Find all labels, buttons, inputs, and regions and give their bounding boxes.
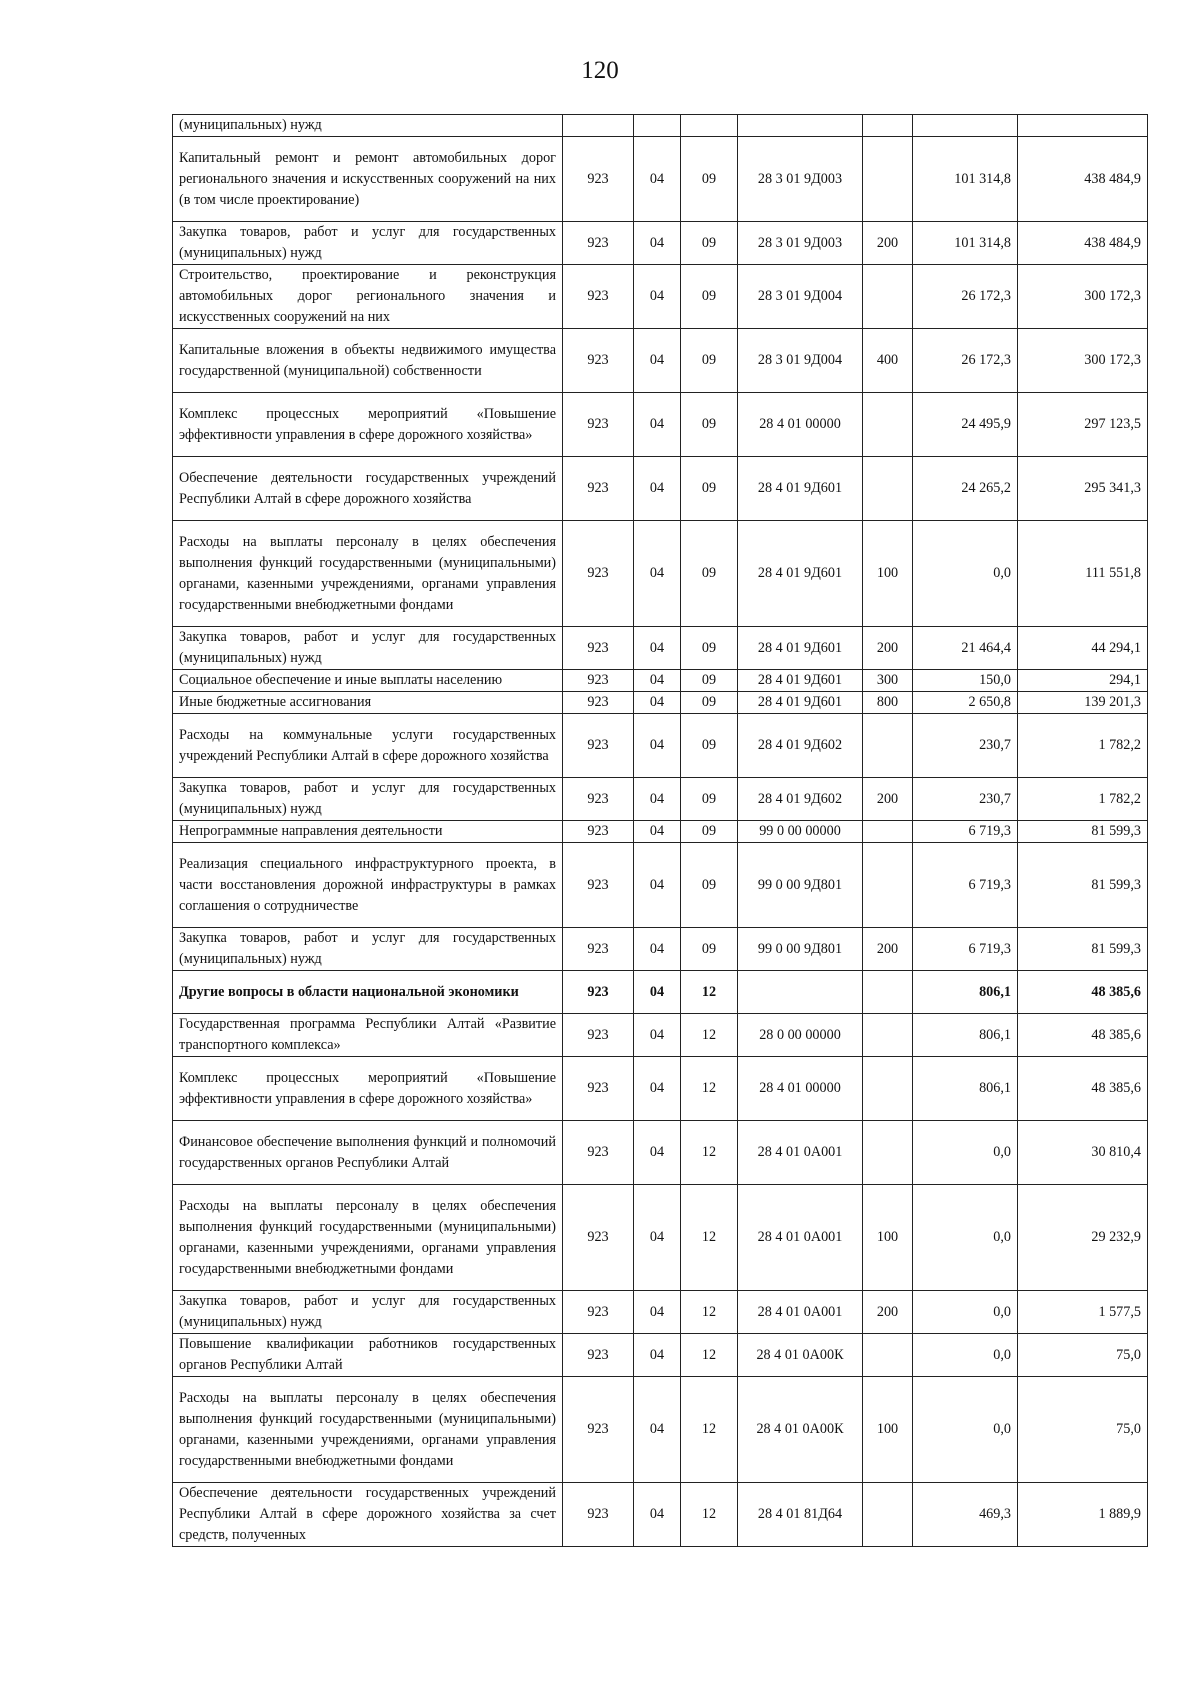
expense-type-cell: 100 — [863, 1377, 913, 1483]
section-code-cell: 04 — [634, 521, 681, 627]
expense-name-cell: Иные бюджетные ассигнования — [173, 692, 563, 714]
amount-cell-2: 30 810,4 — [1018, 1121, 1148, 1185]
table-row — [173, 670, 1148, 692]
expense-name-cell: Расходы на выплаты персоналу в целях обеспечения выполнения функций государственными (муниципальными) органами, казенными учреждениями, органами управления государственными внебюджетными фондами — [173, 1185, 563, 1291]
target-article-cell: 28 4 01 9Д601 — [738, 692, 863, 714]
subsection-code-cell: 12 — [681, 1121, 738, 1185]
expense-type-cell — [863, 971, 913, 1014]
expense-type-cell — [863, 1483, 913, 1547]
amount-cell-2: 48 385,6 — [1018, 1014, 1148, 1057]
amount-cell-2: 295 341,3 — [1018, 457, 1148, 521]
expense-name-cell: Закупка товаров, работ и услуг для государственных (муниципальных) нужд — [173, 627, 563, 670]
table-row — [173, 222, 1148, 265]
amount-cell-2: 81 599,3 — [1018, 843, 1148, 928]
ministry-code-cell: 923 — [563, 1057, 634, 1121]
subsection-code-cell — [681, 115, 738, 137]
expense-name-cell: (муниципальных) нужд — [173, 115, 563, 137]
subsection-code-cell: 12 — [681, 971, 738, 1014]
section-code-cell: 04 — [634, 1334, 681, 1377]
amount-cell-1: 101 314,8 — [913, 137, 1018, 222]
ministry-code-cell: 923 — [563, 1483, 634, 1547]
expense-name-cell: Капитальный ремонт и ремонт автомобильных дорог регионального значения и искусственных сооружений на них (в том числе проектирование) — [173, 137, 563, 222]
table-body — [173, 115, 1148, 1547]
section-code-cell: 04 — [634, 627, 681, 670]
amount-cell-2: 1 577,5 — [1018, 1291, 1148, 1334]
subsection-code-cell: 09 — [681, 265, 738, 329]
ministry-code-cell: 923 — [563, 1334, 634, 1377]
expense-name-cell: Капитальные вложения в объекты недвижимого имущества государственной (муниципальной) собственности — [173, 329, 563, 393]
expense-type-cell: 200 — [863, 627, 913, 670]
expense-type-cell — [863, 843, 913, 928]
expense-name-cell: Строительство, проектирование и реконструкция автомобильных дорог регионального значения и искусственных сооружений на них — [173, 265, 563, 329]
amount-cell-2: 44 294,1 — [1018, 627, 1148, 670]
subsection-code-cell: 09 — [681, 521, 738, 627]
subsection-code-cell: 09 — [681, 329, 738, 393]
amount-cell-2: 48 385,6 — [1018, 971, 1148, 1014]
target-article-cell: 28 4 01 9Д601 — [738, 521, 863, 627]
amount-cell-1: 6 719,3 — [913, 821, 1018, 843]
subsection-code-cell: 12 — [681, 1377, 738, 1483]
ministry-code-cell: 923 — [563, 137, 634, 222]
ministry-code-cell: 923 — [563, 778, 634, 821]
target-article-cell: 28 4 01 0А001 — [738, 1121, 863, 1185]
subsection-code-cell: 09 — [681, 714, 738, 778]
ministry-code-cell: 923 — [563, 329, 634, 393]
amount-cell-1: 469,3 — [913, 1483, 1018, 1547]
amount-cell-2: 300 172,3 — [1018, 329, 1148, 393]
ministry-code-cell: 923 — [563, 1377, 634, 1483]
section-code-cell: 04 — [634, 1483, 681, 1547]
target-article-cell: 28 4 01 9Д601 — [738, 670, 863, 692]
target-article-cell: 28 3 01 9Д003 — [738, 137, 863, 222]
ministry-code-cell: 923 — [563, 821, 634, 843]
amount-cell-2: 81 599,3 — [1018, 821, 1148, 843]
section-code-cell: 04 — [634, 457, 681, 521]
target-article-cell: 99 0 00 9Д801 — [738, 843, 863, 928]
ministry-code-cell: 923 — [563, 1014, 634, 1057]
target-article-cell: 99 0 00 9Д801 — [738, 928, 863, 971]
section-code-cell: 04 — [634, 670, 681, 692]
ministry-code-cell: 923 — [563, 1291, 634, 1334]
amount-cell-1: 0,0 — [913, 1377, 1018, 1483]
expense-name-cell: Государственная программа Республики Алтай «Развитие транспортного комплекса» — [173, 1014, 563, 1057]
table-row — [173, 521, 1148, 627]
subsection-code-cell: 09 — [681, 821, 738, 843]
ministry-code-cell: 923 — [563, 627, 634, 670]
table-row — [173, 778, 1148, 821]
amount-cell-2: 75,0 — [1018, 1334, 1148, 1377]
budget-table — [172, 114, 1148, 1547]
expense-name-cell: Обеспечение деятельности государственных учреждений Республики Алтай в сфере дорожного хозяйства — [173, 457, 563, 521]
amount-cell-1 — [913, 115, 1018, 137]
table-row — [173, 1291, 1148, 1334]
ministry-code-cell: 923 — [563, 457, 634, 521]
target-article-cell: 28 4 01 9Д601 — [738, 627, 863, 670]
expense-type-cell — [863, 137, 913, 222]
ministry-code-cell: 923 — [563, 971, 634, 1014]
amount-cell-2: 1 782,2 — [1018, 778, 1148, 821]
table-row — [173, 1057, 1148, 1121]
amount-cell-2 — [1018, 115, 1148, 137]
subsection-code-cell: 12 — [681, 1014, 738, 1057]
section-code-cell: 04 — [634, 137, 681, 222]
section-code-cell: 04 — [634, 971, 681, 1014]
table-row — [173, 1121, 1148, 1185]
section-code-cell: 04 — [634, 222, 681, 265]
target-article-cell: 28 4 01 00000 — [738, 393, 863, 457]
amount-cell-1: 0,0 — [913, 1291, 1018, 1334]
section-code-cell: 04 — [634, 329, 681, 393]
amount-cell-1: 806,1 — [913, 1014, 1018, 1057]
section-code-cell: 04 — [634, 1014, 681, 1057]
section-code-cell: 04 — [634, 692, 681, 714]
subsection-code-cell: 12 — [681, 1185, 738, 1291]
table-row — [173, 714, 1148, 778]
amount-cell-2: 111 551,8 — [1018, 521, 1148, 627]
section-code-cell: 04 — [634, 1377, 681, 1483]
section-code-cell: 04 — [634, 843, 681, 928]
target-article-cell: 28 4 01 81Д64 — [738, 1483, 863, 1547]
amount-cell-1: 0,0 — [913, 1185, 1018, 1291]
table-row — [173, 843, 1148, 928]
table-row — [173, 971, 1148, 1014]
amount-cell-2: 81 599,3 — [1018, 928, 1148, 971]
table-row — [173, 1185, 1148, 1291]
expense-name-cell: Закупка товаров, работ и услуг для государственных (муниципальных) нужд — [173, 778, 563, 821]
amount-cell-2: 29 232,9 — [1018, 1185, 1148, 1291]
amount-cell-1: 6 719,3 — [913, 928, 1018, 971]
target-article-cell: 28 4 01 0А00К — [738, 1334, 863, 1377]
ministry-code-cell — [563, 115, 634, 137]
target-article-cell: 99 0 00 00000 — [738, 821, 863, 843]
amount-cell-1: 230,7 — [913, 778, 1018, 821]
section-code-cell: 04 — [634, 1291, 681, 1334]
table-row — [173, 928, 1148, 971]
ministry-code-cell: 923 — [563, 393, 634, 457]
amount-cell-1: 2 650,8 — [913, 692, 1018, 714]
target-article-cell — [738, 115, 863, 137]
amount-cell-2: 300 172,3 — [1018, 265, 1148, 329]
table-row — [173, 1483, 1148, 1547]
subsection-code-cell: 09 — [681, 137, 738, 222]
section-code-cell: 04 — [634, 928, 681, 971]
table-row — [173, 137, 1148, 222]
section-code-cell: 04 — [634, 1057, 681, 1121]
amount-cell-2: 75,0 — [1018, 1377, 1148, 1483]
amount-cell-1: 101 314,8 — [913, 222, 1018, 265]
expense-name-cell: Комплекс процессных мероприятий «Повышение эффективности управления в сфере дорожного хозяйства» — [173, 1057, 563, 1121]
expense-name-cell: Закупка товаров, работ и услуг для государственных (муниципальных) нужд — [173, 1291, 563, 1334]
subsection-code-cell: 12 — [681, 1483, 738, 1547]
expense-name-cell: Финансовое обеспечение выполнения функций и полномочий государственных органов Республики Алтай — [173, 1121, 563, 1185]
amount-cell-1: 6 719,3 — [913, 843, 1018, 928]
expense-type-cell — [863, 1057, 913, 1121]
expense-name-cell: Расходы на выплаты персоналу в целях обеспечения выполнения функций государственными (муниципальными) органами, казенными учреждениями, органами управления государственными внебюджетными фондами — [173, 521, 563, 627]
expense-name-cell: Другие вопросы в области национальной экономики — [173, 971, 563, 1014]
amount-cell-2: 48 385,6 — [1018, 1057, 1148, 1121]
table-row — [173, 1014, 1148, 1057]
expense-type-cell: 200 — [863, 928, 913, 971]
expense-name-cell: Повышение квалификации работников государственных органов Республики Алтай — [173, 1334, 563, 1377]
amount-cell-2: 1 889,9 — [1018, 1483, 1148, 1547]
page-number: 120 — [581, 57, 619, 84]
table-row — [173, 393, 1148, 457]
section-code-cell: 04 — [634, 778, 681, 821]
target-article-cell: 28 3 01 9Д003 — [738, 222, 863, 265]
ministry-code-cell: 923 — [563, 670, 634, 692]
table-row — [173, 115, 1148, 137]
section-code-cell: 04 — [634, 821, 681, 843]
subsection-code-cell: 09 — [681, 928, 738, 971]
amount-cell-2: 139 201,3 — [1018, 692, 1148, 714]
expense-name-cell: Обеспечение деятельности государственных учреждений Республики Алтай в сфере дорожного хозяйства за счет средств, полученных — [173, 1483, 563, 1547]
target-article-cell: 28 4 01 9Д602 — [738, 778, 863, 821]
amount-cell-1: 0,0 — [913, 521, 1018, 627]
amount-cell-2: 294,1 — [1018, 670, 1148, 692]
target-article-cell: 28 4 01 0А001 — [738, 1185, 863, 1291]
amount-cell-1: 24 495,9 — [913, 393, 1018, 457]
amount-cell-2: 1 782,2 — [1018, 714, 1148, 778]
subsection-code-cell: 09 — [681, 778, 738, 821]
subsection-code-cell: 09 — [681, 457, 738, 521]
target-article-cell — [738, 971, 863, 1014]
section-code-cell: 04 — [634, 714, 681, 778]
amount-cell-1: 806,1 — [913, 971, 1018, 1014]
expense-type-cell: 800 — [863, 692, 913, 714]
expense-type-cell: 200 — [863, 778, 913, 821]
target-article-cell: 28 3 01 9Д004 — [738, 265, 863, 329]
table-row — [173, 821, 1148, 843]
amount-cell-1: 230,7 — [913, 714, 1018, 778]
section-code-cell: 04 — [634, 1185, 681, 1291]
amount-cell-1: 26 172,3 — [913, 265, 1018, 329]
section-code-cell — [634, 115, 681, 137]
subsection-code-cell: 12 — [681, 1291, 738, 1334]
subsection-code-cell: 12 — [681, 1334, 738, 1377]
expense-name-cell: Непрограммные направления деятельности — [173, 821, 563, 843]
expense-name-cell: Закупка товаров, работ и услуг для государственных (муниципальных) нужд — [173, 222, 563, 265]
ministry-code-cell: 923 — [563, 521, 634, 627]
subsection-code-cell: 09 — [681, 393, 738, 457]
expense-type-cell: 400 — [863, 329, 913, 393]
subsection-code-cell: 09 — [681, 843, 738, 928]
expense-type-cell — [863, 821, 913, 843]
expense-type-cell: 100 — [863, 1185, 913, 1291]
ministry-code-cell: 923 — [563, 928, 634, 971]
ministry-code-cell: 923 — [563, 1185, 634, 1291]
amount-cell-1: 0,0 — [913, 1121, 1018, 1185]
target-article-cell: 28 4 01 0А00К — [738, 1377, 863, 1483]
amount-cell-1: 150,0 — [913, 670, 1018, 692]
ministry-code-cell: 923 — [563, 265, 634, 329]
ministry-code-cell: 923 — [563, 714, 634, 778]
table-row — [173, 329, 1148, 393]
expense-type-cell — [863, 1121, 913, 1185]
amount-cell-1: 806,1 — [913, 1057, 1018, 1121]
amount-cell-1: 21 464,4 — [913, 627, 1018, 670]
ministry-code-cell: 923 — [563, 843, 634, 928]
expense-type-cell — [863, 457, 913, 521]
subsection-code-cell: 12 — [681, 1057, 738, 1121]
expense-type-cell: 300 — [863, 670, 913, 692]
expense-type-cell: 200 — [863, 1291, 913, 1334]
table-row — [173, 627, 1148, 670]
expense-type-cell — [863, 265, 913, 329]
expense-type-cell — [863, 714, 913, 778]
table-row — [173, 1334, 1148, 1377]
ministry-code-cell: 923 — [563, 222, 634, 265]
expense-name-cell: Реализация специального инфраструктурного проекта, в части восстановления дорожной инфраструктуры в рамках соглашения о сотрудничестве — [173, 843, 563, 928]
amount-cell-1: 24 265,2 — [913, 457, 1018, 521]
target-article-cell: 28 4 01 0А001 — [738, 1291, 863, 1334]
expense-type-cell: 100 — [863, 521, 913, 627]
target-article-cell: 28 0 00 00000 — [738, 1014, 863, 1057]
section-code-cell: 04 — [634, 265, 681, 329]
subsection-code-cell: 09 — [681, 222, 738, 265]
amount-cell-1: 26 172,3 — [913, 329, 1018, 393]
expense-name-cell: Комплекс процессных мероприятий «Повышение эффективности управления в сфере дорожного хозяйства» — [173, 393, 563, 457]
table-row — [173, 265, 1148, 329]
expense-name-cell: Закупка товаров, работ и услуг для государственных (муниципальных) нужд — [173, 928, 563, 971]
subsection-code-cell: 09 — [681, 692, 738, 714]
expense-type-cell — [863, 393, 913, 457]
expense-name-cell: Расходы на коммунальные услуги государственных учреждений Республики Алтай в сфере дорожного хозяйства — [173, 714, 563, 778]
table-row — [173, 1377, 1148, 1483]
expense-type-cell — [863, 115, 913, 137]
subsection-code-cell: 09 — [681, 670, 738, 692]
amount-cell-2: 297 123,5 — [1018, 393, 1148, 457]
expense-type-cell — [863, 1014, 913, 1057]
section-code-cell: 04 — [634, 1121, 681, 1185]
amount-cell-2: 438 484,9 — [1018, 137, 1148, 222]
ministry-code-cell: 923 — [563, 692, 634, 714]
expense-type-cell: 200 — [863, 222, 913, 265]
target-article-cell: 28 4 01 00000 — [738, 1057, 863, 1121]
expense-type-cell — [863, 1334, 913, 1377]
target-article-cell: 28 3 01 9Д004 — [738, 329, 863, 393]
expense-name-cell: Расходы на выплаты персоналу в целях обеспечения выполнения функций государственными (муниципальными) органами, казенными учреждениями, органами управления государственными внебюджетными фондами — [173, 1377, 563, 1483]
target-article-cell: 28 4 01 9Д602 — [738, 714, 863, 778]
expense-name-cell: Социальное обеспечение и иные выплаты населению — [173, 670, 563, 692]
ministry-code-cell: 923 — [563, 1121, 634, 1185]
amount-cell-2: 438 484,9 — [1018, 222, 1148, 265]
amount-cell-1: 0,0 — [913, 1334, 1018, 1377]
table-row — [173, 457, 1148, 521]
table-row — [173, 692, 1148, 714]
subsection-code-cell: 09 — [681, 627, 738, 670]
target-article-cell: 28 4 01 9Д601 — [738, 457, 863, 521]
section-code-cell: 04 — [634, 393, 681, 457]
